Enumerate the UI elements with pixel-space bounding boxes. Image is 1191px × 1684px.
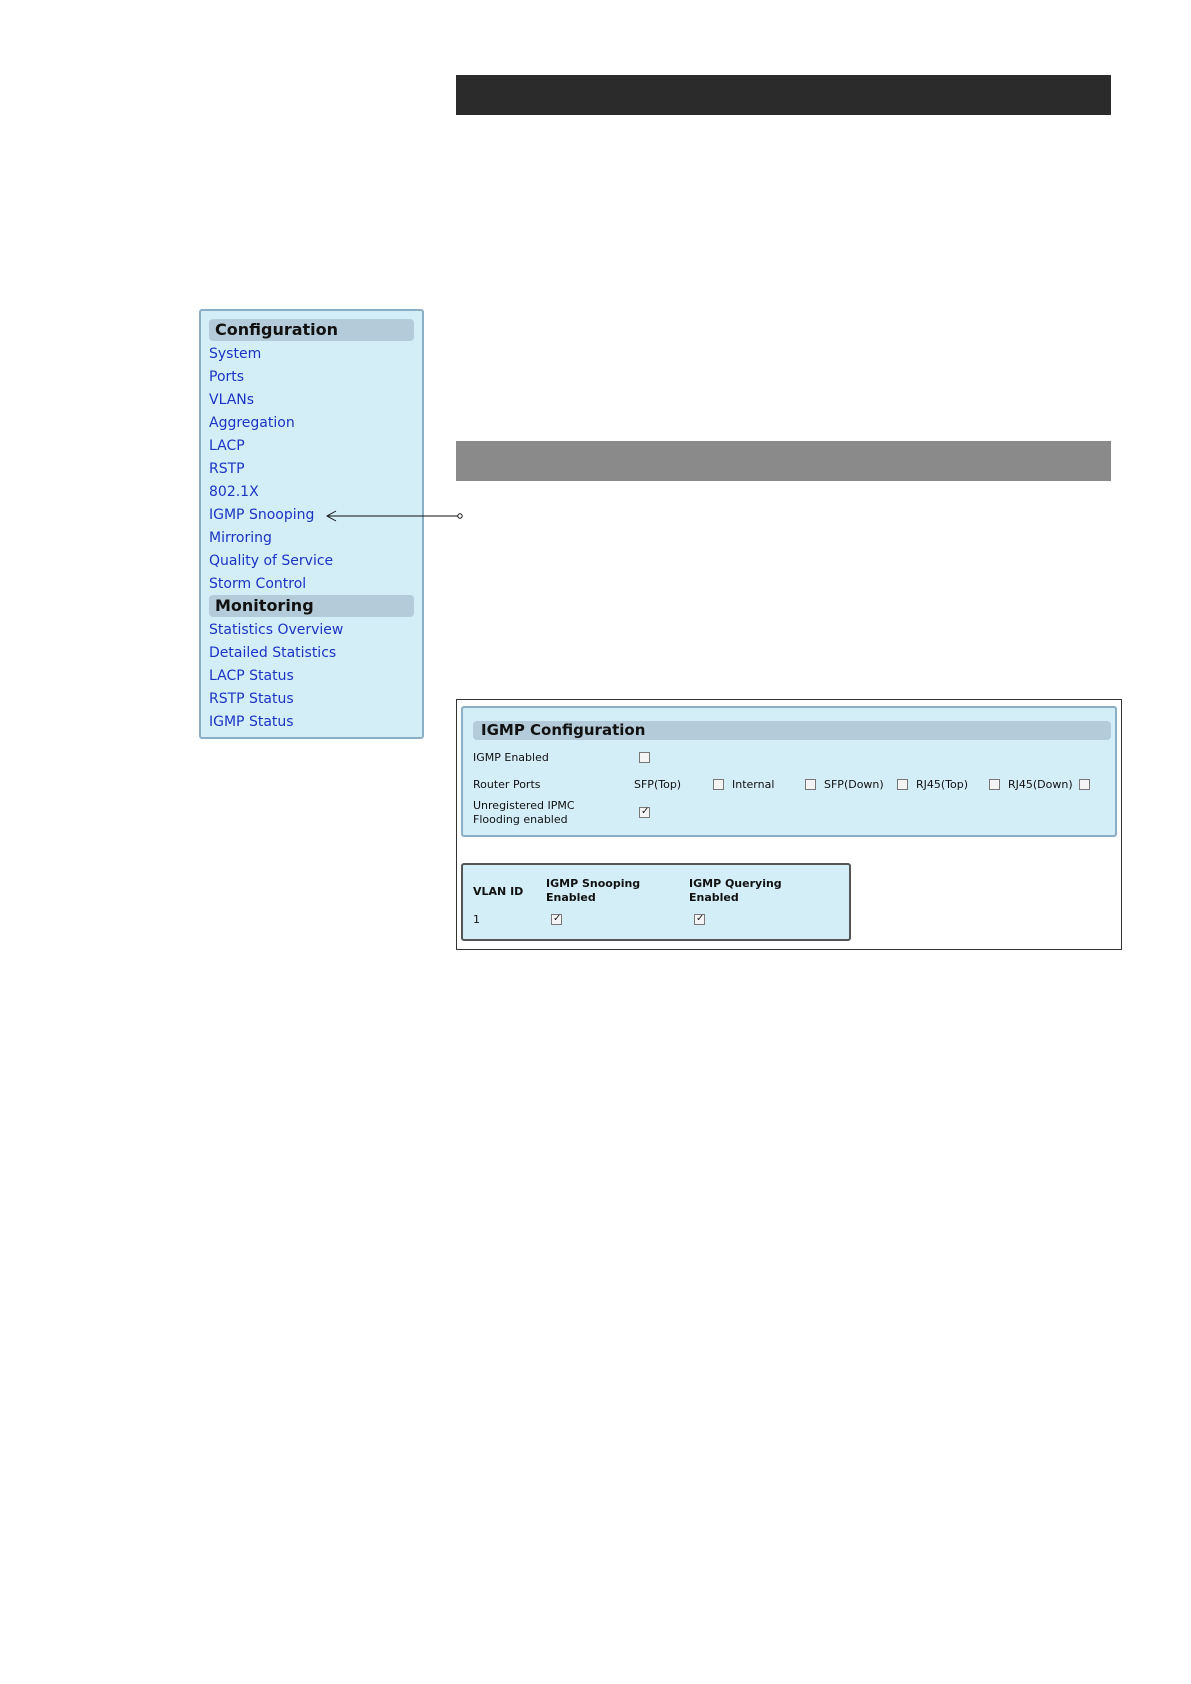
router-port-rj45-down-checkbox[interactable] bbox=[1079, 779, 1090, 790]
nav-link-igmp-snooping[interactable]: IGMP Snooping bbox=[209, 507, 315, 523]
nav-link-detailed-statistics[interactable]: Detailed Statistics bbox=[209, 645, 337, 661]
nav-header-monitoring: Monitoring bbox=[209, 595, 414, 617]
igmp-configuration-panel bbox=[461, 706, 1117, 837]
igmp-configuration-title: IGMP Configuration bbox=[473, 721, 1111, 740]
nav-link-mirroring[interactable]: Mirroring bbox=[209, 530, 272, 546]
callout-arrow-icon bbox=[324, 506, 464, 526]
router-port-sfp-top-checkbox[interactable] bbox=[713, 779, 724, 790]
table-row-querying-checkbox[interactable] bbox=[694, 914, 705, 925]
router-port-sfp-down-checkbox[interactable] bbox=[897, 779, 908, 790]
nav-header-configuration: Configuration bbox=[209, 319, 414, 341]
nav-link-system[interactable]: System bbox=[209, 346, 262, 362]
nav-link-storm-control[interactable]: Storm Control bbox=[209, 576, 307, 592]
col-header-querying-line2: Enabled bbox=[689, 891, 739, 904]
vlan-table-panel bbox=[461, 863, 851, 941]
igmp-enabled-label: IGMP Enabled bbox=[473, 751, 549, 764]
nav-link-lacp[interactable]: LACP bbox=[209, 438, 245, 454]
col-header-querying-line1: IGMP Querying bbox=[689, 877, 782, 890]
flooding-label-line2: Flooding enabled bbox=[473, 813, 568, 826]
col-header-snooping-line2: Enabled bbox=[546, 891, 596, 904]
nav-link-aggregation[interactable]: Aggregation bbox=[209, 415, 295, 431]
router-port-rj45-top-checkbox[interactable] bbox=[989, 779, 1000, 790]
router-port-rj45-top-label: RJ45(Top) bbox=[916, 778, 969, 791]
nav-link-igmp-status[interactable]: IGMP Status bbox=[209, 714, 294, 730]
section-header-bar-gray bbox=[456, 441, 1111, 481]
router-port-internal-checkbox[interactable] bbox=[805, 779, 816, 790]
igmp-screenshot-frame bbox=[456, 699, 1122, 950]
nav-link-rstp-status[interactable]: RSTP Status bbox=[209, 691, 294, 707]
router-port-sfp-down-label: SFP(Down) bbox=[824, 778, 884, 791]
router-port-internal-label: Internal bbox=[732, 778, 775, 791]
nav-link-statistics-overview[interactable]: Statistics Overview bbox=[209, 622, 344, 638]
igmp-enabled-checkbox[interactable] bbox=[639, 752, 650, 763]
router-ports-label: Router Ports bbox=[473, 778, 541, 791]
nav-link-8021x[interactable]: 802.1X bbox=[209, 484, 259, 500]
section-header-bar-dark bbox=[456, 75, 1111, 115]
table-row-vlan-id: 1 bbox=[473, 913, 480, 926]
flooding-label-line1: Unregistered IPMC bbox=[473, 799, 575, 812]
flooding-enabled-checkbox[interactable] bbox=[639, 807, 650, 818]
nav-link-lacp-status[interactable]: LACP Status bbox=[209, 668, 294, 684]
router-port-rj45-down-label: RJ45(Down) bbox=[1008, 778, 1073, 791]
table-row-snooping-checkbox[interactable] bbox=[551, 914, 562, 925]
nav-link-vlans[interactable]: VLANs bbox=[209, 392, 255, 408]
router-port-sfp-top-label: SFP(Top) bbox=[634, 778, 682, 791]
col-header-vlan-id: VLAN ID bbox=[473, 885, 524, 898]
col-header-snooping-line1: IGMP Snooping bbox=[546, 877, 641, 890]
nav-link-rstp[interactable]: RSTP bbox=[209, 461, 245, 477]
nav-link-quality-of-service[interactable]: Quality of Service bbox=[209, 553, 334, 569]
nav-link-ports[interactable]: Ports bbox=[209, 369, 245, 385]
